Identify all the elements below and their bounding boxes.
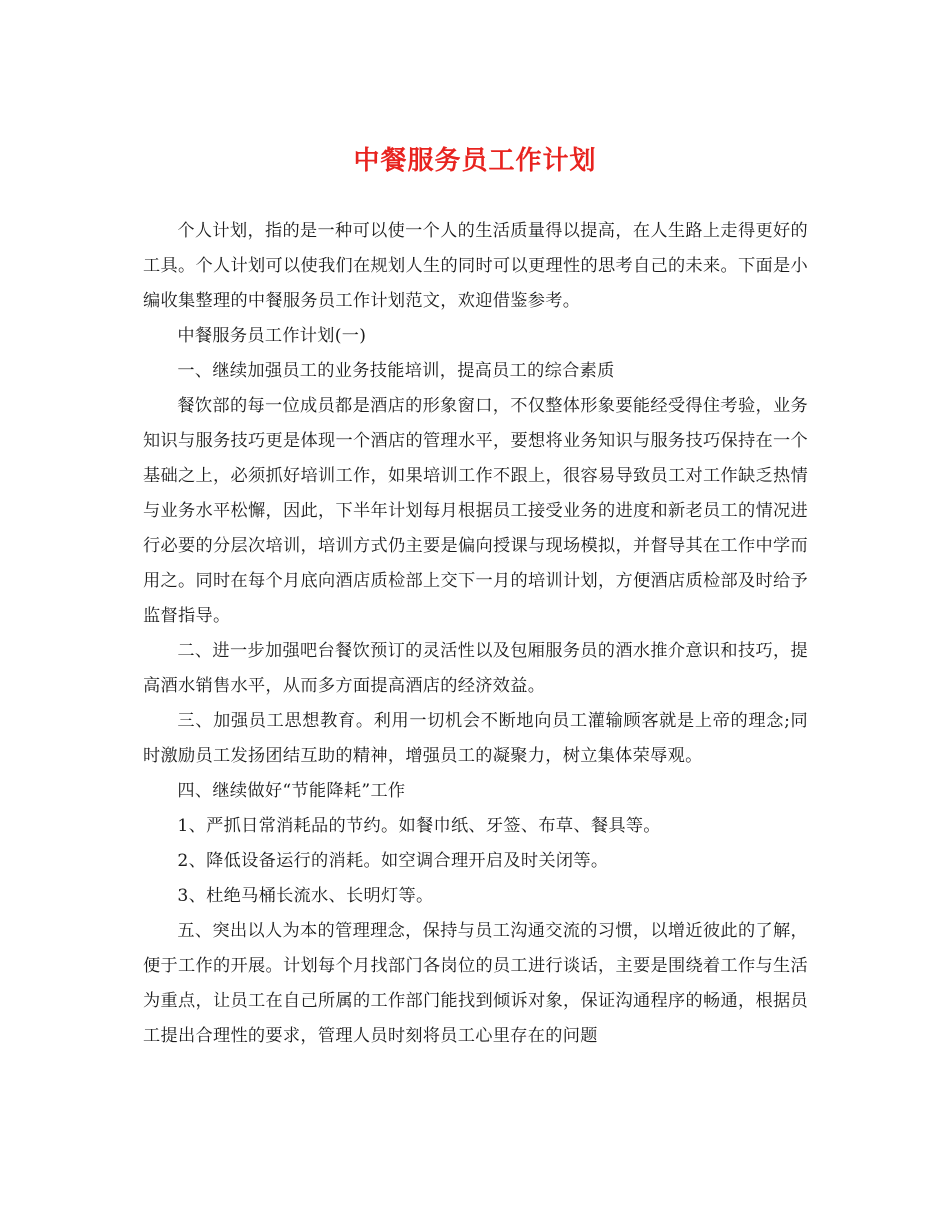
document-title: 中餐服务员工作计划 <box>353 146 597 176</box>
list-item-2: 2、降低设备运行的消耗。如空调合理开启及时关闭等。 <box>177 851 609 871</box>
document-body <box>143 214 808 1054</box>
section-paragraph-5: 五、突出以人为本的管理理念，保持与员工沟通交流的习惯，以增近彼此的了解，便于工作的开展。计划每个月找部门各岗位的员工进行谈话，主要是围绕着工作与生活为重点，让员工在自己所属的工作部门能找到倾诉对象，保证沟通程序的畅通，根据员工提出合理性的要求，管理人员时刻将员工心里存在的问题 <box>143 921 808 1046</box>
section-heading-4: 四、继续做好“节能降耗”工作 <box>177 781 406 801</box>
plan-subtitle: 中餐服务员工作计划(一) <box>177 326 367 346</box>
list-item-3: 3、杜绝马桶长流水、长明灯等。 <box>177 886 434 906</box>
section-heading-1: 一、继续加强员工的业务技能培训，提高员工的综合素质 <box>177 361 615 381</box>
intro-paragraph: 个人计划，指的是一种可以使一个人的生活质量得以提高，在人生路上走得更好的工具。个人计划可以使我们在规划人生的同时可以更理性的思考自己的未来。下面是小编收集整理的中餐服务员工作计划范文，欢迎借鉴参考。 <box>143 221 808 311</box>
section-paragraph-3: 三、加强员工思想教育。利用一切机会不断地向员工灌输顾客就是上帝的理念;同时激励员工发扬团结互助的精神，增强员工的凝聚力，树立集体荣辱观。 <box>143 711 808 766</box>
section-paragraph-2: 二、进一步加强吧台餐饮预订的灵活性以及包厢服务员的酒水推介意识和技巧，提高酒水销售水平，从而多方面提高酒店的经济效益。 <box>143 641 808 696</box>
section-paragraph-1: 餐饮部的每一位成员都是酒店的形象窗口，不仅整体形象要能经受得住考验，业务知识与服务技巧更是体现一个酒店的管理水平，要想将业务知识与服务技巧保持在一个基础之上，必须抓好培训工作，如果培训工作不跟上，很容易导致员工对工作缺乏热情与业务水平松懈，因此，下半年计划每月根据员工接受业务的进度和新老员工的情况进行必要的分层次培训，培训方式仍主要是偏向授课与现场模拟，并督导其在工作中学而用之。同时在每个月底向酒店质检部上交下一月的培训计划，方便酒店质检部及时给予监督指导。 <box>143 396 808 626</box>
list-item-1: 1、严抓日常消耗品的节约。如餐巾纸、牙签、布草、餐具等。 <box>177 816 661 836</box>
